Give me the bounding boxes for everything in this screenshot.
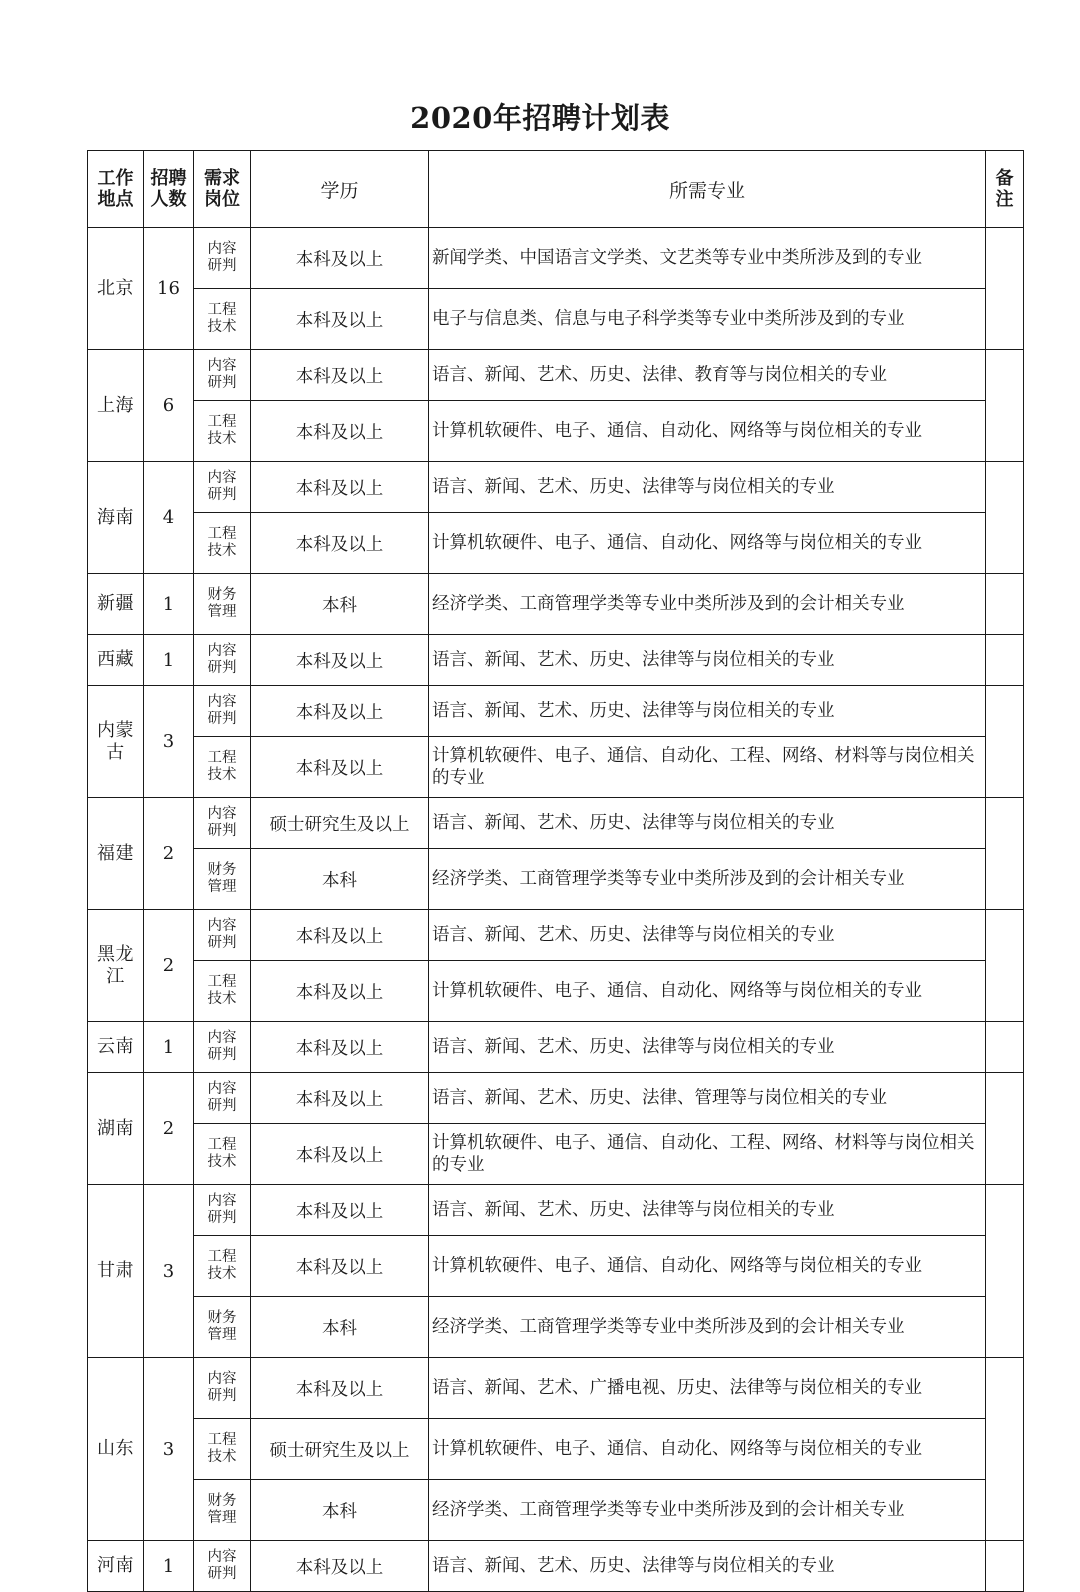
cell-position-line2: 研判 bbox=[207, 375, 237, 391]
table-row bbox=[88, 289, 1024, 350]
cell-position bbox=[194, 1419, 251, 1480]
cell-remark bbox=[986, 686, 1024, 798]
column-header-location bbox=[88, 151, 144, 228]
cell-remark bbox=[986, 1022, 1024, 1073]
recruitment-plan-table bbox=[87, 150, 1024, 1592]
cell-remark bbox=[986, 798, 1024, 910]
cell-position-line1: 内容 bbox=[207, 642, 237, 659]
cell-location: 云南 bbox=[88, 1022, 144, 1073]
table-row bbox=[88, 350, 1024, 401]
cell-position-line2: 技术 bbox=[207, 767, 237, 783]
cell-position-line1: 工程 bbox=[207, 1136, 237, 1153]
cell-position-line2: 技术 bbox=[207, 431, 237, 447]
cell-position-line1: 内容 bbox=[207, 805, 237, 822]
cell-recruit-count: 2 bbox=[144, 910, 194, 1022]
cell-major: 语言、新闻、艺术、历史、法律等与岗位相关的专业 bbox=[429, 1022, 986, 1073]
cell-position-line2: 技术 bbox=[207, 319, 237, 335]
table-row bbox=[88, 1185, 1024, 1236]
cell-position-line1: 财务 bbox=[207, 586, 237, 603]
cell-major: 计算机软硬件、电子、通信、自动化、工程、网络、材料等与岗位相关的专业 bbox=[429, 737, 986, 798]
cell-education: 本科 bbox=[251, 1480, 429, 1541]
cell-recruit-count: 3 bbox=[144, 686, 194, 798]
cell-remark bbox=[986, 910, 1024, 1022]
cell-position bbox=[194, 1073, 251, 1124]
cell-remark bbox=[986, 228, 1024, 350]
cell-position-line1: 工程 bbox=[207, 749, 237, 766]
cell-major: 语言、新闻、艺术、历史、法律等与岗位相关的专业 bbox=[429, 910, 986, 961]
cell-education: 本科及以上 bbox=[251, 961, 429, 1022]
column-header-location-line2: 地点 bbox=[97, 189, 134, 210]
cell-education: 本科及以上 bbox=[251, 1185, 429, 1236]
cell-position-line1: 内容 bbox=[207, 1080, 237, 1097]
cell-position-line2: 技术 bbox=[207, 1154, 237, 1170]
cell-position-line1: 工程 bbox=[207, 525, 237, 542]
cell-remark bbox=[986, 635, 1024, 686]
cell-location: 西藏 bbox=[88, 635, 144, 686]
cell-position bbox=[194, 798, 251, 849]
cell-major: 语言、新闻、艺术、历史、法律等与岗位相关的专业 bbox=[429, 462, 986, 513]
cell-major: 语言、新闻、艺术、历史、法律等与岗位相关的专业 bbox=[429, 635, 986, 686]
cell-position-line2: 研判 bbox=[207, 660, 237, 676]
cell-recruit-count: 6 bbox=[144, 350, 194, 462]
column-header-count-line2: 人数 bbox=[150, 189, 187, 210]
cell-location: 黑龙江 bbox=[88, 910, 144, 1022]
cell-position-line1: 工程 bbox=[207, 1248, 237, 1265]
table-row bbox=[88, 1022, 1024, 1073]
table-body bbox=[88, 228, 1024, 1592]
cell-location: 新疆 bbox=[88, 574, 144, 635]
cell-education: 本科及以上 bbox=[251, 513, 429, 574]
cell-position-line1: 工程 bbox=[207, 1431, 237, 1448]
column-header-location-line1: 工作 bbox=[97, 167, 134, 189]
cell-position-line1: 财务 bbox=[207, 1492, 237, 1509]
cell-education: 本科及以上 bbox=[251, 635, 429, 686]
cell-position-line2: 研判 bbox=[207, 1098, 237, 1114]
cell-position bbox=[194, 910, 251, 961]
cell-major: 计算机软硬件、电子、通信、自动化、网络等与岗位相关的专业 bbox=[429, 513, 986, 574]
column-header-major: 所需专业 bbox=[429, 151, 986, 228]
column-header-remark-line1: 备 bbox=[995, 167, 1014, 189]
cell-position-line1: 财务 bbox=[207, 861, 237, 878]
cell-position bbox=[194, 1358, 251, 1419]
cell-position bbox=[194, 737, 251, 798]
column-header-count bbox=[144, 151, 194, 228]
cell-location: 内蒙古 bbox=[88, 686, 144, 798]
cell-education: 本科及以上 bbox=[251, 686, 429, 737]
cell-position-line2: 研判 bbox=[207, 1210, 237, 1226]
cell-remark bbox=[986, 1073, 1024, 1185]
cell-position bbox=[194, 350, 251, 401]
cell-remark bbox=[986, 1541, 1024, 1592]
column-header-count-line1: 招聘 bbox=[150, 167, 187, 189]
cell-position-line1: 内容 bbox=[207, 1029, 237, 1046]
cell-major: 经济学类、工商管理学类等专业中类所涉及到的会计相关专业 bbox=[429, 849, 986, 910]
cell-position bbox=[194, 635, 251, 686]
cell-position-line1: 工程 bbox=[207, 301, 237, 318]
table-row bbox=[88, 737, 1024, 798]
cell-position-line2: 管理 bbox=[207, 879, 237, 895]
cell-recruit-count: 2 bbox=[144, 1073, 194, 1185]
cell-major: 经济学类、工商管理学类等专业中类所涉及到的会计相关专业 bbox=[429, 1480, 986, 1541]
cell-education: 本科及以上 bbox=[251, 1358, 429, 1419]
cell-location: 河南 bbox=[88, 1541, 144, 1592]
column-header-position-line1: 需求 bbox=[204, 167, 240, 189]
column-header-position bbox=[194, 151, 251, 228]
cell-position-line2: 研判 bbox=[207, 258, 237, 274]
cell-education: 本科及以上 bbox=[251, 401, 429, 462]
cell-position bbox=[194, 961, 251, 1022]
cell-location: 山东 bbox=[88, 1358, 144, 1541]
page-title: 2020年招聘计划表 bbox=[410, 101, 670, 135]
cell-remark bbox=[986, 574, 1024, 635]
cell-major: 新闻学类、中国语言文学类、文艺类等专业中类所涉及到的专业 bbox=[429, 228, 986, 289]
table-row bbox=[88, 1480, 1024, 1541]
cell-remark bbox=[986, 1358, 1024, 1541]
cell-location: 北京 bbox=[88, 228, 144, 350]
cell-position-line1: 内容 bbox=[207, 1548, 237, 1565]
cell-education: 本科及以上 bbox=[251, 228, 429, 289]
cell-position bbox=[194, 1297, 251, 1358]
cell-major: 语言、新闻、艺术、历史、法律、管理等与岗位相关的专业 bbox=[429, 1073, 986, 1124]
cell-position bbox=[194, 1185, 251, 1236]
column-header-position-line2: 岗位 bbox=[204, 189, 240, 210]
cell-remark bbox=[986, 462, 1024, 574]
table-row bbox=[88, 1358, 1024, 1419]
cell-position bbox=[194, 1236, 251, 1297]
cell-location: 海南 bbox=[88, 462, 144, 574]
cell-position bbox=[194, 1124, 251, 1185]
table-header bbox=[88, 151, 1024, 228]
cell-recruit-count: 1 bbox=[144, 635, 194, 686]
cell-position-line2: 研判 bbox=[207, 1388, 237, 1404]
table-row bbox=[88, 1541, 1024, 1592]
cell-major: 语言、新闻、艺术、历史、法律等与岗位相关的专业 bbox=[429, 798, 986, 849]
cell-position-line2: 管理 bbox=[207, 1327, 237, 1343]
cell-recruit-count: 1 bbox=[144, 574, 194, 635]
cell-major: 语言、新闻、艺术、历史、法律、教育等与岗位相关的专业 bbox=[429, 350, 986, 401]
cell-position-line1: 内容 bbox=[207, 240, 237, 257]
cell-recruit-count: 1 bbox=[144, 1541, 194, 1592]
cell-position bbox=[194, 289, 251, 350]
cell-location: 上海 bbox=[88, 350, 144, 462]
cell-position-line2: 研判 bbox=[207, 935, 237, 951]
cell-education: 本科及以上 bbox=[251, 737, 429, 798]
table-row bbox=[88, 686, 1024, 737]
cell-education: 本科及以上 bbox=[251, 289, 429, 350]
cell-position-line2: 技术 bbox=[207, 1449, 237, 1465]
cell-education: 本科及以上 bbox=[251, 1541, 429, 1592]
cell-position bbox=[194, 574, 251, 635]
cell-major: 计算机软硬件、电子、通信、自动化、网络等与岗位相关的专业 bbox=[429, 961, 986, 1022]
cell-remark bbox=[986, 1185, 1024, 1358]
cell-position bbox=[194, 462, 251, 513]
table-row bbox=[88, 228, 1024, 289]
cell-position-line2: 技术 bbox=[207, 991, 237, 1007]
cell-education: 本科 bbox=[251, 849, 429, 910]
cell-position bbox=[194, 513, 251, 574]
table-row bbox=[88, 910, 1024, 961]
cell-education: 硕士研究生及以上 bbox=[251, 1419, 429, 1480]
cell-position-line2: 研判 bbox=[207, 487, 237, 503]
cell-education: 本科 bbox=[251, 1297, 429, 1358]
table-row bbox=[88, 961, 1024, 1022]
cell-major: 计算机软硬件、电子、通信、自动化、网络等与岗位相关的专业 bbox=[429, 1419, 986, 1480]
cell-position bbox=[194, 849, 251, 910]
cell-education: 本科及以上 bbox=[251, 462, 429, 513]
table-row bbox=[88, 1073, 1024, 1124]
table-row bbox=[88, 401, 1024, 462]
table-row bbox=[88, 574, 1024, 635]
column-header-education: 学历 bbox=[251, 151, 429, 228]
cell-recruit-count: 3 bbox=[144, 1185, 194, 1358]
cell-major: 语言、新闻、艺术、历史、法律等与岗位相关的专业 bbox=[429, 686, 986, 737]
cell-position bbox=[194, 1541, 251, 1592]
cell-education: 本科及以上 bbox=[251, 1124, 429, 1185]
column-header-remark-line2: 注 bbox=[995, 189, 1014, 210]
table-row bbox=[88, 635, 1024, 686]
cell-major: 语言、新闻、艺术、广播电视、历史、法律等与岗位相关的专业 bbox=[429, 1358, 986, 1419]
cell-position-line2: 研判 bbox=[207, 823, 237, 839]
cell-major: 计算机软硬件、电子、通信、自动化、网络等与岗位相关的专业 bbox=[429, 401, 986, 462]
cell-recruit-count: 4 bbox=[144, 462, 194, 574]
table-row bbox=[88, 1124, 1024, 1185]
cell-recruit-count: 2 bbox=[144, 798, 194, 910]
cell-position-line2: 技术 bbox=[207, 1266, 237, 1282]
cell-position-line1: 内容 bbox=[207, 693, 237, 710]
table-row bbox=[88, 798, 1024, 849]
cell-position-line2: 管理 bbox=[207, 1510, 237, 1526]
cell-major: 计算机软硬件、电子、通信、自动化、网络等与岗位相关的专业 bbox=[429, 1236, 986, 1297]
cell-position-line1: 内容 bbox=[207, 917, 237, 934]
cell-recruit-count: 16 bbox=[144, 228, 194, 350]
cell-position-line2: 研判 bbox=[207, 1566, 237, 1582]
table-row bbox=[88, 462, 1024, 513]
table-row bbox=[88, 1419, 1024, 1480]
cell-education: 本科及以上 bbox=[251, 1073, 429, 1124]
header-row bbox=[88, 151, 1024, 228]
cell-position-line2: 研判 bbox=[207, 711, 237, 727]
column-header-remark bbox=[986, 151, 1024, 228]
cell-major: 语言、新闻、艺术、历史、法律等与岗位相关的专业 bbox=[429, 1541, 986, 1592]
table-row bbox=[88, 1236, 1024, 1297]
cell-location: 湖南 bbox=[88, 1073, 144, 1185]
cell-education: 硕士研究生及以上 bbox=[251, 798, 429, 849]
cell-major: 计算机软硬件、电子、通信、自动化、工程、网络、材料等与岗位相关的专业 bbox=[429, 1124, 986, 1185]
cell-major: 电子与信息类、信息与电子科学类等专业中类所涉及到的专业 bbox=[429, 289, 986, 350]
cell-position-line2: 技术 bbox=[207, 543, 237, 559]
cell-education: 本科及以上 bbox=[251, 1022, 429, 1073]
cell-position-line1: 财务 bbox=[207, 1309, 237, 1326]
cell-position-line2: 研判 bbox=[207, 1047, 237, 1063]
cell-education: 本科 bbox=[251, 574, 429, 635]
cell-position-line1: 内容 bbox=[207, 1192, 237, 1209]
cell-location: 甘肃 bbox=[88, 1185, 144, 1358]
cell-position-line2: 管理 bbox=[207, 604, 237, 620]
cell-position bbox=[194, 1022, 251, 1073]
cell-position bbox=[194, 686, 251, 737]
cell-education: 本科及以上 bbox=[251, 910, 429, 961]
cell-education: 本科及以上 bbox=[251, 350, 429, 401]
cell-remark bbox=[986, 350, 1024, 462]
cell-major: 语言、新闻、艺术、历史、法律等与岗位相关的专业 bbox=[429, 1185, 986, 1236]
cell-position bbox=[194, 228, 251, 289]
cell-education: 本科及以上 bbox=[251, 1236, 429, 1297]
cell-position-line1: 内容 bbox=[207, 469, 237, 486]
cell-position bbox=[194, 1480, 251, 1541]
cell-position bbox=[194, 401, 251, 462]
table-row bbox=[88, 849, 1024, 910]
cell-major: 经济学类、工商管理学类等专业中类所涉及到的会计相关专业 bbox=[429, 574, 986, 635]
table-row bbox=[88, 513, 1024, 574]
cell-position-line1: 内容 bbox=[207, 357, 237, 374]
cell-position-line1: 工程 bbox=[207, 973, 237, 990]
cell-position-line1: 内容 bbox=[207, 1370, 237, 1387]
cell-recruit-count: 3 bbox=[144, 1358, 194, 1541]
cell-recruit-count: 1 bbox=[144, 1022, 194, 1073]
table-row bbox=[88, 1297, 1024, 1358]
cell-position-line1: 工程 bbox=[207, 413, 237, 430]
cell-location: 福建 bbox=[88, 798, 144, 910]
cell-major: 经济学类、工商管理学类等专业中类所涉及到的会计相关专业 bbox=[429, 1297, 986, 1358]
